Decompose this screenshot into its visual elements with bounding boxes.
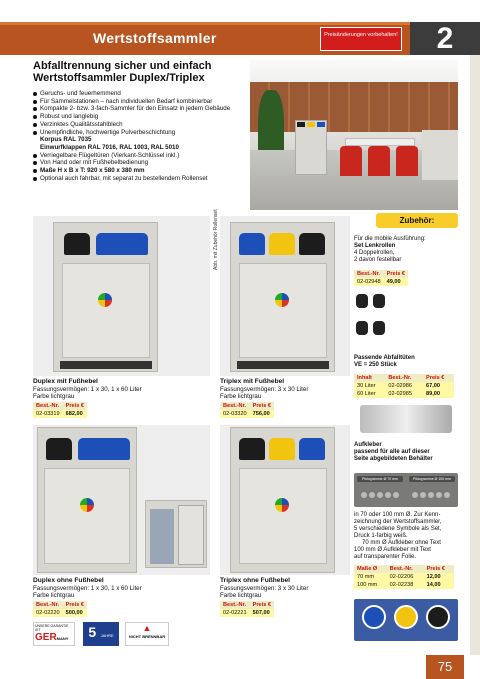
order-nr: 02-02985 <box>385 390 423 398</box>
castor-icon <box>373 294 385 308</box>
col-order-nr: Best.-Nr. <box>220 402 250 410</box>
lenkrollen-desc: 4 Doppelrollen, <box>354 250 395 256</box>
product-capacity: Fassungsvermögen: 3 x 30 Liter <box>220 386 309 393</box>
stickers-section <box>354 442 458 463</box>
product-name: Duplex ohne Fußhebel <box>33 577 104 584</box>
bags-subtitle: VE = 250 Stück <box>354 362 397 368</box>
stickers-description <box>354 512 458 561</box>
product-name: Triplex mit Fußhebel <box>220 378 285 385</box>
bags-order-table <box>354 374 454 398</box>
footer-logos <box>33 622 173 646</box>
price: 500,00 <box>63 609 87 617</box>
col-price: Preis € <box>250 601 274 609</box>
feature-item: Robust und langlebig <box>33 113 248 121</box>
right-margin-strip <box>470 55 480 655</box>
order-nr: 02-02221 <box>220 609 250 617</box>
stickers-subtitle: Seite abgebildeten Behälter <box>354 456 433 462</box>
price: 682,00 <box>63 410 87 418</box>
photo-caption: Abb. mit Zubehör Rollenset <box>213 209 219 270</box>
castor-image <box>356 294 456 340</box>
castor-icon <box>373 321 385 335</box>
logo-text: UNSERE GARANTIE IST <box>35 624 69 632</box>
bag-size: 60 Liter <box>354 390 385 398</box>
stickers-order-table <box>354 565 454 589</box>
product-image-duplex-ohne <box>33 425 210 575</box>
order-nr: 02-02238 <box>387 581 424 589</box>
canteen-photo <box>250 60 458 210</box>
accessories-intro-text: Für die mobile Ausführung: <box>354 236 426 242</box>
feature-item: Verzinktes Qualitätsstahlblech <box>33 121 248 129</box>
warranty-logo <box>83 622 119 646</box>
order-table <box>33 601 87 617</box>
col-price: Preis € <box>384 270 408 278</box>
bags-title: Passende Abfalltüten <box>354 355 415 361</box>
feature-text: Unempfindliche, hochwertige Pulverbeschichtung <box>40 128 176 136</box>
intro-title-line2: Wertstoffsammler Duplex/Triplex <box>33 72 205 84</box>
order-table <box>220 402 274 418</box>
product-desc <box>220 585 308 599</box>
sticker-label: Piktogramme Ø 70 mm <box>357 476 403 482</box>
accessories-heading: Zubehör: <box>376 213 458 228</box>
col-size: Maße Ø <box>354 565 387 573</box>
feature-item: Optional auch fahrbar, mit separat zu bestellendem Rollenset <box>33 175 248 183</box>
product-image-triplex-fuss <box>220 216 350 376</box>
order-nr: 02-02986 <box>385 382 423 390</box>
sticker-text: 100 mm Ø Aufkleber mit Text <box>354 547 431 553</box>
col-order-nr: Best.-Nr. <box>220 601 250 609</box>
col-order-nr: Best.-Nr. <box>387 565 424 573</box>
price-note-badge: Preisänderungen vorbehalten! <box>320 27 402 51</box>
flame-icon: ▲ <box>142 623 152 633</box>
col-price: Preis € <box>423 374 454 382</box>
lenkrollen-order-table <box>354 270 408 286</box>
sticker-size: 100 mm <box>354 581 387 589</box>
product-color: Farbe lichtgrau <box>33 592 75 600</box>
col-price: Preis € <box>63 402 87 410</box>
product-desc <box>220 386 308 400</box>
sticker-text: Druck 1-farbig weiß. <box>354 533 408 539</box>
col-order-nr: Best.-Nr. <box>354 270 384 278</box>
col-inhalt: Inhalt <box>354 374 385 382</box>
price: 12,00 <box>424 573 454 581</box>
feature-item: Kompakte 2- bzw. 3-fach-Sammler für den Einsatz in jedem Gebäude <box>33 105 248 113</box>
product-color: Farbe lichtgrau <box>33 393 75 401</box>
feature-item: Für Sammelstationen – nach individuellen Bedarf kombinierbar <box>33 98 248 106</box>
color-korpus: Korpus RAL 7035 <box>40 136 92 144</box>
price: 67,00 <box>423 382 454 390</box>
sticker-size: 70 mm <box>354 573 387 581</box>
product-color: Farbe lichtgrau <box>220 393 262 401</box>
non-flammable-logo <box>125 622 169 646</box>
accessories-intro <box>354 236 458 264</box>
feature-item-dimensions: Maße H x B x T: 920 x 580 x 380 mm <box>33 167 248 175</box>
header-bar <box>0 22 480 55</box>
order-nr: 02-03319 <box>33 410 63 418</box>
product-capacity: Fassungsvermögen: 1 x 30, 1 x 60 Liter <box>33 585 142 592</box>
feature-item <box>33 129 248 152</box>
col-price: Preis € <box>424 565 454 573</box>
order-nr: 02-02206 <box>387 573 424 581</box>
sticker-text: 70 mm Ø Aufkleber ohne Text <box>362 540 441 546</box>
order-nr: 02-02948 <box>354 278 384 286</box>
price: 14,00 <box>424 581 454 589</box>
stickers-subtitle: passend für alle auf dieser <box>354 449 430 455</box>
page-number: 75 <box>426 655 464 679</box>
stickers-title: Aufkleber <box>354 442 382 448</box>
product-name: Duplex mit Fußhebel <box>33 378 98 385</box>
feature-list <box>33 90 248 182</box>
feature-item: Von Hand oder mit Fußhebelbedienung <box>33 159 248 167</box>
intro-title <box>33 60 248 84</box>
col-order-nr: Best.-Nr. <box>385 374 423 382</box>
product-desc <box>33 585 142 599</box>
warranty-text: JAHRE <box>100 633 114 638</box>
castor-icon <box>356 321 368 335</box>
sticker-samples-image <box>354 473 458 507</box>
sticker-photo <box>354 599 458 641</box>
order-table <box>220 601 274 617</box>
price: 89,00 <box>423 390 454 398</box>
sticker-text: in 70 oder 100 mm Ø. Zur Kenn- <box>354 512 441 518</box>
order-table <box>33 402 87 418</box>
order-nr: 02-03320 <box>220 410 250 418</box>
logo-text: NICHT BRENNBAR <box>128 634 166 639</box>
lenkrollen-title: Set Lenkrollen <box>354 243 396 249</box>
warranty-years: 5 <box>88 624 97 640</box>
order-nr: 02-02220 <box>33 609 63 617</box>
col-order-nr: Best.-Nr. <box>33 402 63 410</box>
lenkrollen-desc: 2 davon festellbar <box>354 257 402 263</box>
made-in-germany-logo <box>33 622 75 646</box>
price: 756,00 <box>250 410 274 418</box>
price: 507,00 <box>250 609 274 617</box>
price: 49,00 <box>384 278 408 286</box>
product-image-duplex-fuss <box>33 216 210 376</box>
bag-roll-image <box>360 405 452 433</box>
logo-brand: GER <box>35 632 57 643</box>
castor-icon <box>356 294 368 308</box>
col-price: Preis € <box>250 402 274 410</box>
feature-item: Verriegelbare Flügeltüren (Vierkant-Schlüssel inkl.) <box>33 152 248 160</box>
sticker-text: 5 verschiedene Symbole als Set, <box>354 526 442 532</box>
product-desc <box>33 386 142 400</box>
col-price: Preis € <box>63 601 87 609</box>
sticker-text: auf transparenter Folie. <box>354 554 417 560</box>
logo-suffix: MANY <box>56 636 69 641</box>
sticker-text: zeichnung der Wertstoffsammler, <box>354 519 442 525</box>
product-image-triplex-ohne <box>220 425 350 575</box>
product-capacity: Fassungsvermögen: 1 x 30, 1 x 60 Liter <box>33 386 142 393</box>
sticker-label: Piktogramme Ø 100 mm <box>409 476 455 482</box>
bag-size: 30 Liter <box>354 382 385 390</box>
feature-item: Geruchs- und feuerhemmend <box>33 90 248 98</box>
col-order-nr: Best.-Nr. <box>33 601 63 609</box>
product-name: Triplex ohne Fußhebel <box>220 577 290 584</box>
intro-title-line1: Abfalltrennung sicher und einfach <box>33 60 212 72</box>
color-klappen: Einwurfklappen RAL 7016, RAL 1003, RAL 5010 <box>40 143 179 151</box>
page-title: Wertstoffsammler <box>93 30 217 46</box>
chapter-number: 2 <box>410 22 480 55</box>
product-color: Farbe lichtgrau <box>220 592 262 600</box>
product-capacity: Fassungsvermögen: 3 x 30 Liter <box>220 585 309 592</box>
bags-section <box>354 355 458 369</box>
